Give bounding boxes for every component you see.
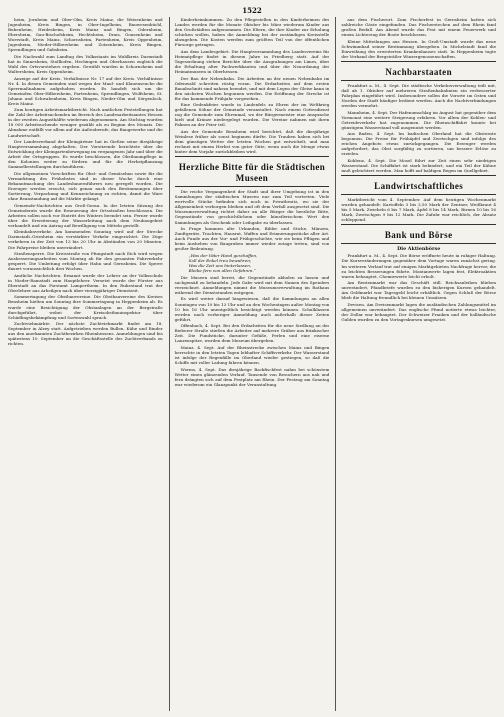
article-paragraph: Am Rentenmarkt war das Geschäft still. Reichsanleihen blieben unverändert, Pfandbriefe wurden zu den bisherigen Kursen gehandelt. Am Geldmarkt war Tagesgeld leicht erhältlich. Gegen Schluß der Börse blieb die Haltung freundlich bei kleinen Umsätzen. (341, 280, 497, 301)
article-paragraph: Kleinbahnverkehr. Am kommenden Sonntag wird auf der Strecke Darmstadt–Griesheim ein verstärkter Verkehr eingerichtet. Die Züge verkehren in der Zeit von 13 bis 20 Uhr in Abständen von 20 Minuten. Die Fahrpreise bleiben unverändert. (8, 229, 163, 250)
article-paragraph: Es wird weiter darauf hingewiesen, daß die Sammlungen an allen Sonntagen von 10 bis 13 Uhr und an den Wochentagen außer Montag von 10 bis 16 Uhr unentgeltlich besichtigt werden können. Schulklassen werden nach vorheriger Anmeldung auch außerhalb dieser Zeiten geführt. (174, 296, 330, 322)
article-paragraph: Amtliche Nachrichten. Ernannt wurde der Lehrer an der Volksschule in Nieder-Ramstadt zum Hauptlehrer. Versetzt wurde der Förster aus Eberstadt an das Forstamt Lampertheim. In den Ruhestand trat der Oberlehrer aus Arheilgen nach über vierzigjähriger Dienstzeit. (8, 272, 163, 293)
section-divider (341, 61, 496, 64)
article-paragraph: Mannheim, 4. Sept. Der Hafenumschlag im August hat gegenüber dem Vormonat eine weitere Steigerung erfahren. Vor allem der Kohlen- und Getreideverkehr hat zugenommen. Die Rheinschiffahrt konnte bei günstigem Wasserstand voll ausgenutzt werden. (341, 109, 497, 130)
section-divider (341, 194, 496, 195)
section-divider (341, 175, 496, 178)
article-paragraph: Gemeinde-Nachrichten aus Groß-Gerau. In der letzten Sitzung des Gemeinderats wurde die Erneuerung der Ortsstraßen beschlossen. Die Arbeiten sollen noch vor Eintritt des Winters beendet sein. Ferner wurde über die Erweiterung der Wasserleitung nach dem Neubaugebiet verhandelt und ein Antrag auf Bewilligung von Mitteln gestellt. (8, 202, 163, 228)
article-paragraph: Mainz, 4. Sept. Auf der Rheinstrecke zwischen Mainz und Bingen herrschte in den letzten Tagen lebhafter Schiffsverkehr. Der Wasserstand ist infolge der Regenfälle im Oberland wieder gestiegen, so daß die Schiffe mit voller Ladung fahren können. (174, 344, 330, 366)
section-divider (175, 186, 330, 187)
poem-block (189, 253, 330, 273)
article-paragraph: Zum heutigen Arbeitsmarktbericht. Nach amtlichen Feststellungen hat die Zahl der Arbeitsuchenden im Bereich des Landesarbeitsamtes Hessen in der zweiten Augusthälfte wiederum abgenommen. Am Stichtag wurden 18 000 Arbeitsuchende weniger gezählt als zu Beginn des Monats. Die Abnahme entfällt vor allem auf die Außenberufe, das Baugewerbe und die Landwirtschaft. (8, 107, 163, 138)
section-divider (341, 243, 496, 244)
article-paragraph: Die allgemeinen Vorschriften für Obst- und Gemüsebau sowie für die Vermarktung des Frühobstes sind in dieser Woche durch eine Bekanntmachung des Landesbauernführers neu geregelt worden. Die Erzeuger werden ersucht, sich genau nach den Bestimmungen über Sortierung, Verpackung und Kennzeichnung zu richten, damit die Ware ohne Beanstandung auf die Märkte gelangt. (8, 170, 163, 202)
section-heading: Nachbarstaaten (385, 66, 452, 77)
section-heading: Bank und Börse (384, 230, 453, 241)
article-paragraph: Aus der Gemeinde Bensheim wird berichtet, daß die diesjährige Weinlese früher als sonst beginnen dürfte. Die Trauben haben sich bei dem günstigen Wetter der letzten Wochen gut entwickelt, und man rechnet mit einem Herbst von guter Güte, wenn auch die Menge etwas hinter dem Vorjahr zurückbleiben wird. (174, 128, 330, 155)
article-paragraph: Frankfurt a. M., 4. Sept. Die städtische Verkehrsverwaltung teilt mit, daß ab 1. Oktober auf mehreren Straßenbahnlinien ein verbesserter Fahrplan eingeführt wird. Insbesondere sollen die Vororte im Osten und Norden der Stadt häufiger bedient werden. Auch die Nachtverbindungen werden vermehrt. (341, 82, 497, 109)
article-paragraph: Kinderheimkommen. Zu den Pflegestellen in den Kinderheimen des Landes werden für die Monate Oktober bis März wiederum Kinder aus den Großstädten aufgenommen. Die Eltern, die ihre Kinder zur Erholung schicken wollen, haben die Anmeldung bei der zuständigen Kreisstelle abzugeben. Die Kosten werden zum größten Teil von der öffentlichen Fürsorge getragen. (174, 17, 330, 48)
column-3 (335, 17, 496, 711)
article-paragraph: Die Museen sind bereit, die Gegenstände abholen zu lassen und sachgemäß zu behandeln. Jede Gabe wird mit dem Namen des Spenders verzeichnet. Anmeldungen nimmt die Museumsverwaltung im Rathaus während der Dienststunden entgegen. (174, 274, 330, 295)
article-paragraph: Der Landesverband der Kleingärtner hat in Gießen seine diesjährige Hauptversammlung abgehalten. Der Vorsitzende berichtete über die Entwicklung der Kleingartenbewegung im vergangenen Jahr und über die Arbeit der Ortsgruppen. Es wurde beschlossen, die Obstbaumpflege in den Kolonien weiter zu fördern und für die Herbstpflanzung Sammelbestellungen durchzuführen. (8, 139, 163, 170)
article-paragraph: Offenbach, 4. Sept. Bei den Erdarbeiten für die neue Siedlung an der Bieberer Straße stießen die Arbeiter auf mehrere Gräber aus fränkischer Zeit. Die Fundstücke, darunter Gefäße, Perlen und eine eiserne Lanzenspitze, wurden dem Museum übergeben. (174, 323, 330, 344)
article-paragraph: Frankfurt a. M., 4. Sept. Die Börse eröffnete heute in ruhiger Haltung. Die Kursveränderungen gegenüber dem Vortage waren zunächst gering. Im weiteren Verlauf trat auf einigen Marktgebieten Nachfrage hervor, die zu leichten Besserungen führte. Montanwerte lagen fest, Elektroaktien waren behauptet, Chemiewerte leicht erholt. (341, 253, 497, 279)
section-heading: Herzliche Bitte für die Städtischen Museen (178, 162, 326, 184)
section-divider (341, 80, 496, 81)
subheading: Die Aktienbörse (397, 246, 441, 253)
article-paragraph: aus dem Fischerort. Zum Fischerfest in Gernsheim hatten sich zahlreiche Gäste eingefunden. Das Fischerstechen auf dem Rhein fand großen Beifall. Am Abend wurde das Fest mit einem Feuerwerk und einem Lichterzug der Boote beschlossen. (341, 17, 497, 38)
article-paragraph: heim, Jornheim und Ober-Olm, Kreis Mainz, die Weisenheim und Jugenheim, Kreis Bingen, in Ober-Ingelheim, Bauwesenbüchl, Bubenheim, Heidesheim, Kreis Mainz und Bingen, Odernheim, Ebersheim, Gau-Bischofsheim, Hechtsheim, Drais, Gonsenheim und Worrstadt, Kreis Mainz, Schornsheim, Partenheim, Kreis Oppenheim, Jugenheim, Nieder-Hilbersheim und Zotzenheim, Kreis Bingen, Sprendlingen und Gabsheim. (8, 17, 163, 53)
article-paragraph: Der Bau der Nebenbahn. Die Arbeiten an der neuen Nebenbahn im Odenwald schreiten rüstig voran. Die Erdarbeiten auf dem ersten Bauabschnitt sind nahezu beendet, und mit dem Legen der Gleise kann in den nächsten Wochen begonnen werden. Die Eröffnung der Strecke ist für das kommende Frühjahr vorgesehen. (174, 75, 330, 101)
article-paragraph: Die Nachwahl zum Landtag des Volksstaats im Wahlkreis Darmstadt hat in Sinnesheim, Stollhofen, Hechingen und Oberhausen zugleich die Wahl des Ortsvorstehers ergeben. Gewählt wurden in Schornsheim und Waltersheim, Kreis Oppenheim. (8, 53, 163, 74)
article-paragraph: Sommertagung der Obstbauvereine. Die Obstbauvereine des Kreises Bensheim hielten am Sonntag ihre Sommertagung in Heppenheim ab. Es wurde eine Besichtigung der Obstanlagen an der Bergstraße durchgeführt, wobei der Kreisobstbauinspektor über Schädlingsbekämpfung und Sortenwahl sprach. (8, 294, 163, 320)
article-paragraph: Straßensperre. Die Kreisstraße von Pfungstadt nach Eich wird wegen Ausbesserungsarbeiten vom Montag ab für den gesamten Fahrverkehr gesperrt. Die Umleitung erfolgt über Hahn und Gernsheim. Die Sperre dauert voraussichtlich drei Wochen. (8, 251, 163, 272)
article-paragraph: Anzeige auf der Kreis. Verhältnisse Nr. 17 auf der Kreis. Verhältnisse Nr. 4. In diesen Gemeinden sind wegen der Maul- und Klauenseuche die Sperrmaßnahmen aufgehoben worden. Es handelt sich um die Gemeinden Ober-Hilbersheim, Partenheim, Sprendlingen, Wolfsheim, St. Johann und Schwabenheim, Kreis Bingen, Nieder-Olm und Sörgenloch, Kreis Mainz. (8, 75, 163, 106)
article-paragraph: Eine Gedenkfeier wurde in Lindenfels zu Ehren der im Weltkrieg gefallenen Söhne der Gemeinde veranstaltet. Nach einem Gottesdienst zog die Gemeinde zum Ehrenmal, wo der Bürgermeister eine Ansprache hielt und Kränze niedergelegt wurden. Die Vereine nahmen mit ihren Fahnen an der Feier teil. (174, 102, 330, 128)
article-paragraph: Marktbericht vom 4. September. Auf dem heutigen Wochenmarkt wurden gehandelt: Kartoffeln 3 bis 3,50 Mark der Zentner, Weißkraut 4 bis 5 Mark, Zwiebeln 6 bis 7 Mark, Äpfel 8 bis 14 Mark, Birnen 10 bis 16 Mark, Zwetschgen 9 bis 12 Mark. Die Zufuhr war reichlich, der Absatz schleppend. (341, 197, 497, 223)
section-divider (341, 224, 496, 227)
article-paragraph: Devisen. Am Devisenmarkt lagen die ausländischen Zahlungsmittel im allgemeinen unverändert. Das englische Pfund notierte etwas leichter, der Dollar war behauptet. Der Schweizer Franken und der holländische Gulden wurden zu den Vortageskursen umgesetzt. (341, 301, 497, 322)
article-paragraph: Aus dem Landesgebiet. Die Hauptversammlung des Landesvereins für Heimatpflege findet in diesem Jahre in Friedberg statt. Auf der Tagesordnung stehen Berichte über die Ausgrabungen am Limes, über die Erhaltung alter Fachwerkbauten und über die Neuordnung der Heimatmuseen in Oberhessen. (174, 48, 330, 74)
article-paragraph: In Frage kommen alte Urkunden, Bilder und Stiche, Münzen, Zunftgeräte, Trachten, Hausrat, Waffen und Erinnerungsstücke aller Art. Auch Funde aus der Vor- und Frühgeschichte, wie sie beim Pflügen und beim Ausheben von Baugruben immer wieder zutage treten, sind von großer Bedeutung. (174, 226, 330, 252)
section-divider (175, 156, 330, 159)
poem-line: Soll der Enkel treu bewahren; (188, 257, 252, 263)
article-paragraph: Worms, 4. Sept. Das diesjährige Backfischfest nahm bei schönstem Wetter einen glänzenden Verlauf. Tausende von Besuchern aus nah und fern drängten sich auf dem Festplatz am Rhein. Der Festzug am Sonntag war wiederum ein Glanzpunkt der Veranstaltung. (174, 366, 330, 387)
column-1 (8, 17, 163, 711)
article-paragraph: Kleine Mitteilungen aus Hessen. In Groß-Umstadt wurde das neue Schwimmbad seiner Bestimmung übergeben. In Michelstadt fand die Einweihung des erweiterten Krankenhauses statt. In Heppenheim tagte der Verband der Bergsträßer Winzergenossenschaften. (341, 38, 497, 59)
page-number: 1522 (242, 6, 262, 15)
column-2 (169, 17, 330, 711)
poem-line: Was die Zeit uns hinterlassen, (188, 262, 252, 268)
article-paragraph: Zuchtviehmärkte. Der nächste Zuchtviehmarkt findet am 18. September in Alzey statt. Aufgetrieben werden Bullen, Kühe und Rinder aus den anerkannten Zuchtbezirken Rheinhessens. Anmeldungen sind bis spätestens 10. September an die Geschäftsstelle des Zuchtverbands zu richten. (8, 321, 163, 347)
columns (8, 17, 496, 711)
poem-line: „Was der Väter Hand geschaffen, (188, 252, 258, 258)
section-heading: Landwirtschaftliches (374, 181, 464, 192)
article-paragraph: Die reiche Vergangenheit der Stadt und ihrer Umgebung ist in den Sammlungen der städtischen Museen nur zum Teil vertreten. Viele wertvolle Stücke befinden sich noch in Privatbesitz, wo sie der Allgemeinheit verborgen bleiben und oft dem Verfall ausgesetzt sind. Die Museumsverwaltung richtet daher an alle Bürger die herzliche Bitte, Gegenstände von geschichtlichem oder künstlerischem Wert den Sammlungen als Geschenk oder Leihgabe zu überlassen. (174, 189, 330, 225)
article-paragraph: Koblenz, 4. Sept. Die Mosel führt zur Zeit einen sehr niedrigen Wasserstand. Die Schiffahrt ist stark behindert, und ein Teil der Kähne muß geleichtert werden. Man hofft auf baldigen Regen im Quellgebiet. (341, 158, 497, 174)
poem-line: Bleibe fern von allen Gefahren.“ (188, 267, 256, 273)
article-paragraph: Aus Baden, 4. Sept. Im badischen Oberland hat die Obsternte begonnen. Die Preise für Frühäpfel und Zwetschgen sind infolge des reichen Angebots etwas zurückgegangen. Die Erzeuger werden aufgefordert, das Obst sorgfältig zu sortieren, um bessere Erlöse zu erzielen. (341, 131, 497, 157)
